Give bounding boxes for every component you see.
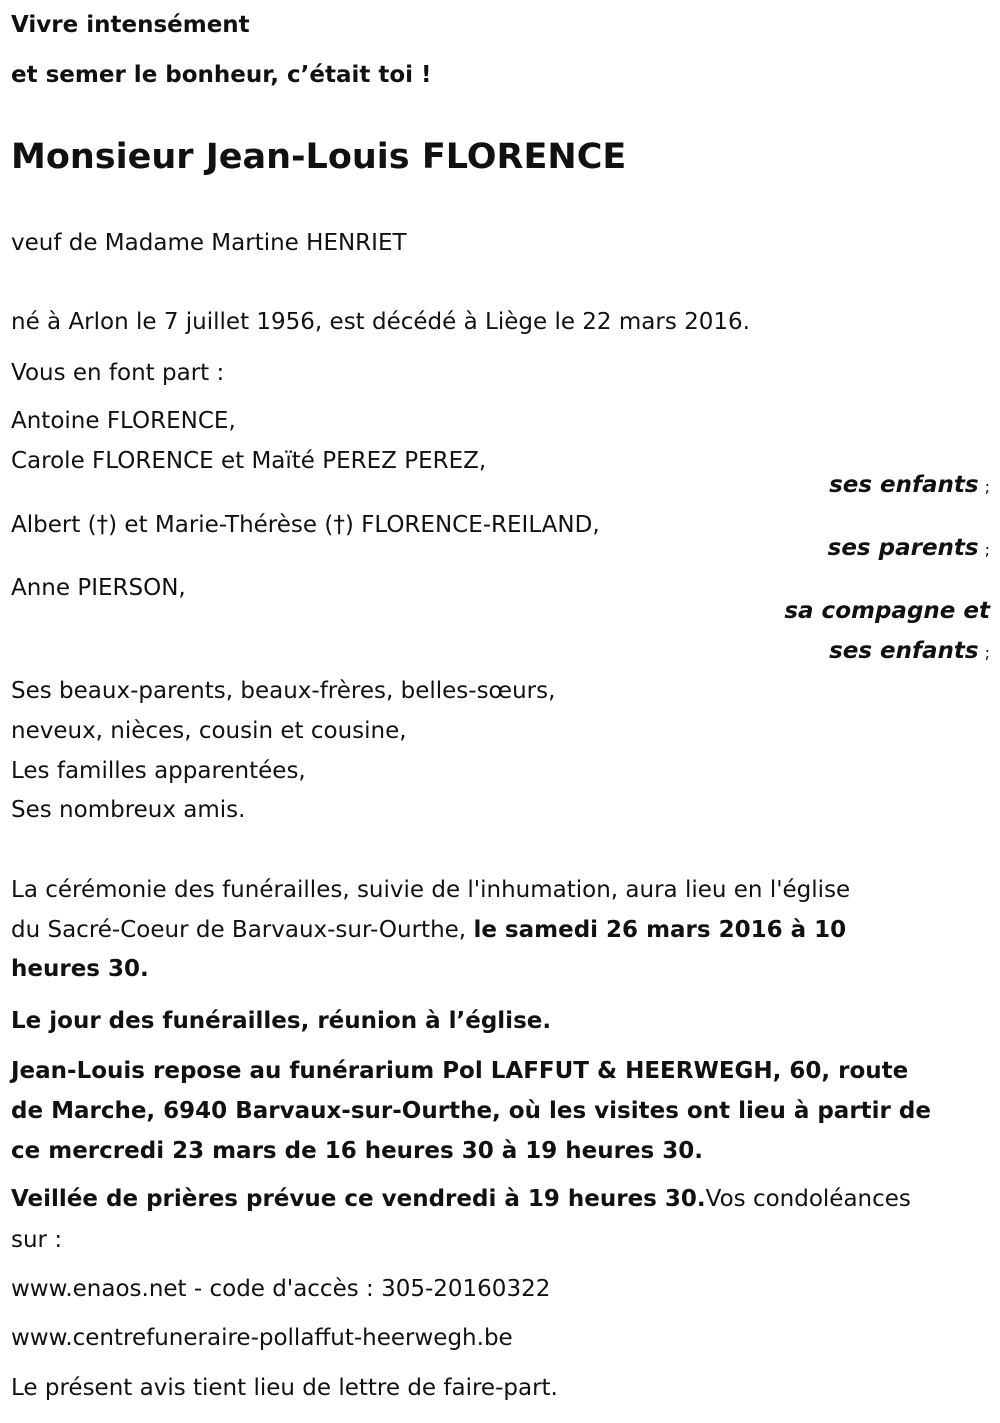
ceremony-line-2 [11, 915, 846, 945]
epigraph-line-1: Vivre intensément [11, 12, 250, 38]
announce-line: Vous en font part : [11, 360, 225, 386]
others-line: Les familles apparentées, [11, 758, 306, 784]
partner-line: Anne PIERSON, [11, 575, 186, 601]
others-line: Ses nombreux amis. [11, 797, 246, 823]
children-role [829, 470, 990, 502]
repose-line: Jean-Louis repose au funérarium Pol LAFFUT & HEERWEGH, 60, route [11, 1058, 909, 1084]
page-title: Monsieur Jean-Louis FLORENCE [11, 137, 627, 177]
ceremony-line-3: heures 30. [11, 956, 149, 982]
role-text: ses enfants [829, 638, 979, 664]
vigil-text: Veillée de prières prévue ce vendredi à 19 heures 30. [11, 1186, 706, 1212]
semicolon: ; [984, 540, 990, 559]
others-line: Ses beaux-parents, beaux-frères, belles-sœurs, [11, 678, 556, 704]
partner-role-1: sa compagne et [784, 598, 990, 624]
condolences-text: Vos condoléances [705, 1186, 911, 1212]
vigil-line [11, 1184, 911, 1214]
role-text: ses parents [827, 535, 979, 561]
parents-line: Albert (†) et Marie-Thérèse (†) FLORENCE-REILAND, [11, 512, 600, 538]
repose-line: de Marche, 6940 Barvaux-sur-Ourthe, où les visites ont lieu à partir de [11, 1098, 931, 1124]
closing-line: Le présent avis tient lieu de lettre de faire-part. [11, 1375, 558, 1401]
meeting-line: Le jour des funérailles, réunion à l’église. [11, 1008, 552, 1034]
widow-line: veuf de Madame Martine HENRIET [11, 230, 407, 256]
children-line-1: Antoine FLORENCE, [11, 408, 236, 434]
semicolon: ; [984, 643, 990, 662]
ceremony-line-1: La cérémonie des funérailles, suivie de l'inhumation, aura lieu en l'église [11, 877, 851, 903]
semicolon: ; [984, 477, 990, 496]
ceremony-date: le samedi 26 mars 2016 à 10 [473, 917, 847, 943]
funeral-centre-link[interactable]: www.centrefuneraire-pollaffut-heerwegh.be [11, 1325, 513, 1351]
parents-role [828, 533, 990, 565]
repose-line: ce mercredi 23 mars de 16 heures 30 à 19 heures 30. [11, 1138, 703, 1164]
birth-death-line: né à Arlon le 7 juillet 1956, est décédé à Liège le 22 mars 2016. [11, 309, 750, 335]
children-line-2: Carole FLORENCE et Maïté PEREZ PEREZ, [11, 448, 487, 474]
role-text: ses enfants [829, 472, 979, 498]
enaos-link[interactable]: www.enaos.net - code d'accès : 305-20160322 [11, 1276, 551, 1302]
epigraph-line-2: et semer le bonheur, c’était toi ! [11, 62, 432, 88]
condolences-line-2: sur : [11, 1227, 63, 1253]
partner-role-2 [829, 636, 990, 668]
others-line: neveux, nièces, cousin et cousine, [11, 718, 407, 744]
ceremony-place: du Sacré-Coeur de Barvaux-sur-Ourthe, [11, 917, 474, 943]
